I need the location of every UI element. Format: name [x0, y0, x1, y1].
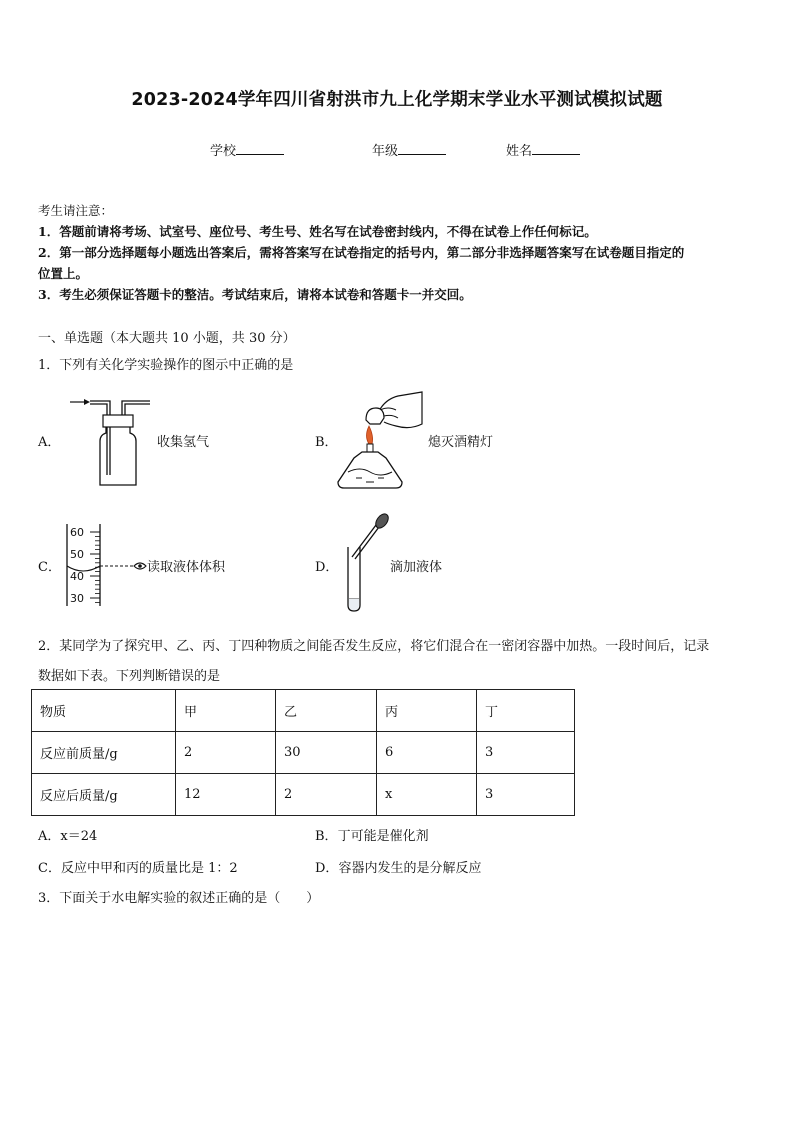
q2-option-a-text: x＝24 — [60, 829, 98, 844]
table-cell: 3 — [477, 732, 575, 774]
cylinder-tick-40: 40 — [70, 570, 84, 583]
table-cell: 反应后质量/g — [32, 774, 176, 816]
name-label: 姓名 — [506, 144, 533, 159]
cylinder-tick-50: 50 — [70, 548, 84, 561]
q2-option-c — [38, 857, 238, 876]
table-header-cell: 丙 — [377, 690, 477, 732]
table-header-cell: 物质 — [32, 690, 176, 732]
school-field — [210, 140, 284, 159]
table-cell: 2 — [176, 732, 276, 774]
table-header-cell: 甲 — [176, 690, 276, 732]
q2-stem: 2．某同学为了探究甲、乙、丙、丁四种物质之间能否发生反应，将它们混合在一密闭容器中加热。一段时间后，记录 — [38, 639, 710, 654]
q3-stem: 3．下面关于水电解实验的叙述正确的是（ ） — [38, 891, 320, 906]
q2-option-a — [38, 825, 97, 844]
q2-option-b — [315, 825, 429, 844]
notice-block — [38, 200, 763, 305]
table-cell: 2 — [276, 774, 377, 816]
table-cell: 12 — [176, 774, 276, 816]
table-cell: 3 — [477, 774, 575, 816]
grade-field — [372, 140, 446, 159]
notice-item-2: 2．第一部分选择题每小题选出答案后，需将答案写在试卷指定的括号内，第二部分非选择题答案写在试卷题目指定的 — [38, 245, 685, 260]
table-row — [32, 732, 575, 774]
q2-option-d-text: 容器内发生的是分解反应 — [338, 861, 482, 876]
table-header-cell: 丁 — [477, 690, 575, 732]
school-blank — [236, 142, 284, 155]
q2-stem-cont: 数据如下表。下列判断错误的是 — [38, 669, 221, 684]
name-blank — [532, 142, 580, 155]
alcohol-lamp-figure — [336, 388, 428, 492]
table-header-row — [32, 690, 575, 732]
table-cell: 6 — [377, 732, 477, 774]
q2-option-d-letter: D． — [315, 861, 339, 876]
dropper-test-tube-figure — [340, 511, 396, 615]
q1-option-b-caption: 熄灭酒精灯 — [428, 435, 494, 450]
table-cell: 30 — [276, 732, 377, 774]
q1-option-c-letter: C． — [38, 560, 61, 575]
q2-data-table — [31, 689, 575, 816]
q1-option-a-caption: 收集氢气 — [157, 435, 210, 450]
grade-blank — [398, 142, 446, 155]
school-label: 学校 — [210, 144, 237, 159]
q1-option-d-letter: D． — [315, 560, 339, 575]
q1-option-d-caption: 滴加液体 — [390, 560, 443, 575]
table-header-cell: 乙 — [276, 690, 377, 732]
cylinder-tick-60: 60 — [70, 526, 84, 539]
q1-option-b-letter: B． — [315, 435, 338, 450]
notice-item-1: 1．答题前请将考场、试室号、座位号、考生号、姓名写在试卷密封线内，不得在试卷上作任何标记。 — [38, 224, 597, 239]
notice-item-2-cont: 位置上。 — [38, 266, 89, 281]
q2-option-b-letter: B． — [315, 829, 338, 844]
q2-option-c-text: 反应中甲和丙的质量比是 1：2 — [60, 861, 238, 876]
section-heading: 一、单选题（本大题共 10 小题，共 30 分） — [38, 331, 296, 346]
graduated-cylinder-figure — [62, 522, 152, 608]
grade-label: 年级 — [372, 144, 399, 159]
q2-option-b-text: 丁可能是催化剂 — [337, 829, 429, 844]
notice-item-3: 3．考生必须保证答题卡的整洁。考试结束后，请将本试卷和答题卡一并交回。 — [38, 287, 472, 302]
q2-option-d — [315, 857, 481, 876]
table-cell: 反应前质量/g — [32, 732, 176, 774]
name-field — [506, 140, 580, 159]
notice-heading: 考生请注意： — [38, 203, 114, 218]
table-row — [32, 774, 575, 816]
q1-option-a-letter: A． — [38, 435, 61, 450]
q1-stem: 1．下列有关化学实验操作的图示中正确的是 — [38, 358, 294, 373]
q1-option-c-caption: 读取液体体积 — [147, 560, 226, 575]
table-cell: x — [377, 774, 477, 816]
cylinder-tick-30: 30 — [70, 592, 84, 605]
exam-title: 2023-2024学年四川省射洪市九上化学期末学业水平测试模拟试题 — [131, 90, 663, 110]
q2-option-c-letter: C． — [38, 861, 61, 876]
q2-option-a-letter: A． — [38, 829, 61, 844]
gas-bottle-figure — [66, 393, 156, 489]
